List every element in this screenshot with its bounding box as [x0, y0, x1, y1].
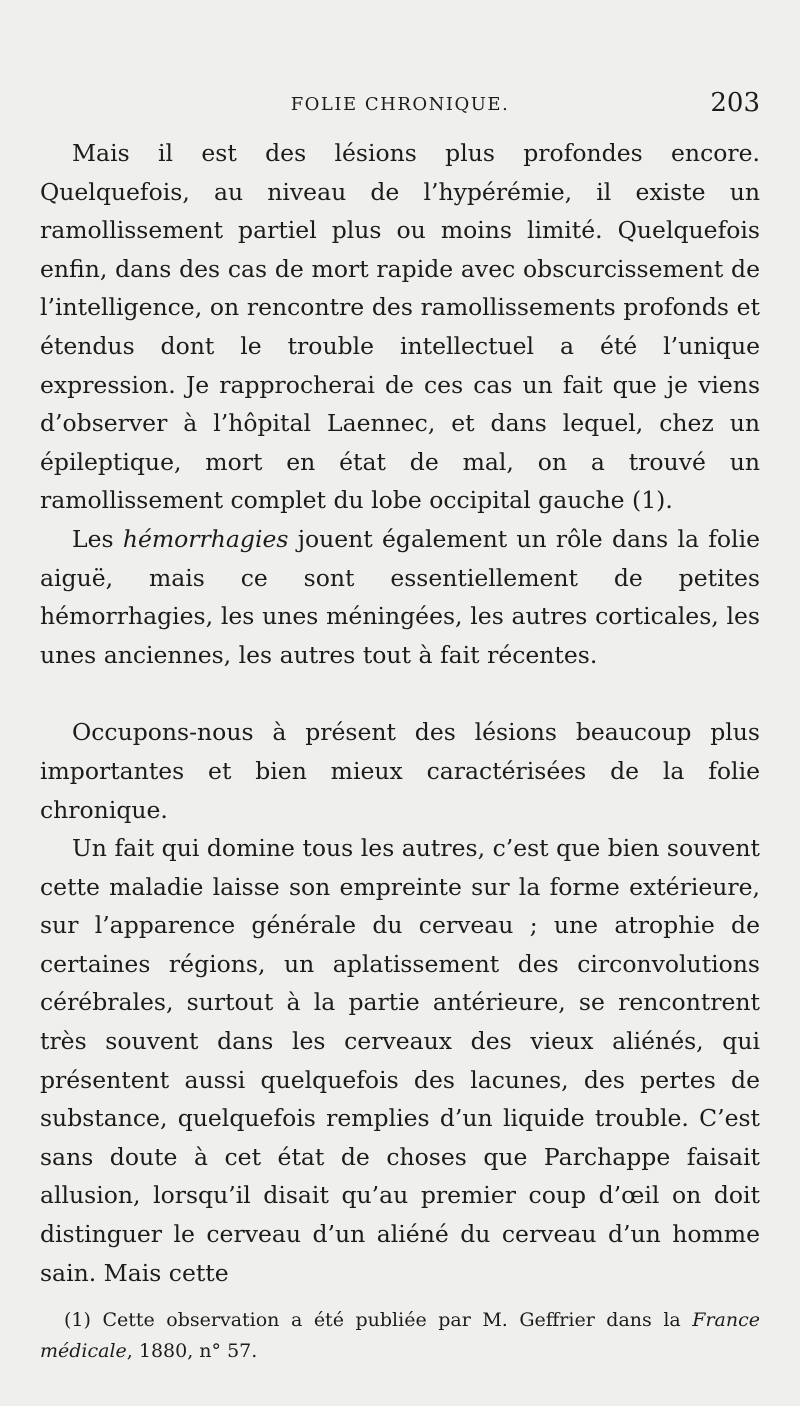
- running-head: [40, 88, 760, 124]
- paragraph-lesions: Mais il est des lésions plus profondes encore. Quelquefois, au niveau de l’hypérémie, il existe un ramollissement partiel plus ou moins limité. Quelquefois enfin, dans des cas de mort rapide avec obscurcissement de l’intelligence, on rencontre des ramollissements profonds et étendus dont le trouble intellectuel a été l’unique expression. Je rapprocherai de ces cas un fait que je viens d’observer à l’hôpital Laennec, et dans lequel, chez un épileptique, mort en état de mal, on a trouvé un ramollissement complet du lobe occipital gauche (1).: [40, 139, 760, 515]
- footnote: [40, 1305, 760, 1367]
- paragraph-hemorrhagies: [40, 520, 760, 674]
- running-title: FOLIE CHRONIQUE.: [290, 94, 510, 115]
- page-number: 203: [710, 88, 760, 118]
- paragraph-folie-chronique: Occupons-nous à présent des lésions beaucoup plus importantes et bien mieux caractérisées de la folie chronique.: [40, 718, 760, 824]
- paragraph-atrophie: Un fait qui domine tous les autres, c’est que bien souvent cette maladie laisse son empreinte sur la forme extérieure, sur l’apparence générale du cerveau ; une atrophie de certaines régions, un aplatissement des circonvolutions cérébrales, surtout à la partie antérieure, se rencontrent très souvent dans les cerveaux des vieux aliénés, qui présentent aussi quelquefois des lacunes, des pertes de substance, quelquefois remplies d’un liquide trouble. C’est sans doute à cet état de choses que Parchappe faisait allusion, lorsqu’il disait qu’au premier coup d’œil on doit distinguer le cerveau d’un aliéné du cerveau d’un homme sain. Mais cette: [40, 834, 760, 1287]
- paragraph-rest: jouent également un rôle dans la folie aiguë, mais ce sont essentiellement de petites hémorrhagies, les unes méningées, les autres corticales, les unes anciennes, les autres tout à fait récentes.: [40, 524, 761, 669]
- footnote-rest: , 1880, n° 57.: [126, 1340, 258, 1362]
- footnote-lead: (1) Cette observation a été publiée par M. Geffrier dans la: [64, 1309, 693, 1331]
- paragraph-lead: Les: [72, 524, 123, 553]
- body-text: [40, 134, 760, 1292]
- italic-term: hémorrhagies: [122, 524, 289, 553]
- footnote-journal: France médicale: [40, 1309, 760, 1362]
